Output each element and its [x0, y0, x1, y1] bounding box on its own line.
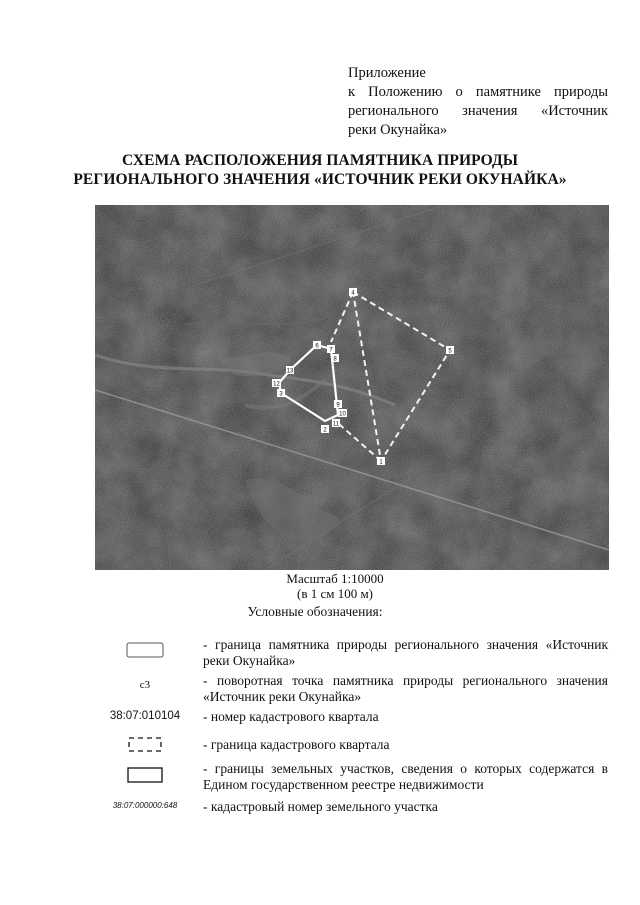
- turning-point: [313, 341, 321, 350]
- legend-item-monument-boundary: [95, 637, 610, 671]
- symbol-dashed-rect: [129, 738, 161, 751]
- turning-point: [286, 366, 294, 375]
- legend-item-land-plots: [95, 761, 610, 795]
- turning-point-label: 2: [323, 427, 327, 434]
- turning-point: [272, 379, 281, 388]
- cadastral-quarter-number-symbol: 38:07:010104: [109, 710, 181, 722]
- turning-point-label: 8: [333, 356, 337, 363]
- turning-point: [446, 346, 454, 355]
- map-scale: [250, 571, 420, 601]
- legend-text: - кадастровый номер земельного участка: [203, 799, 438, 814]
- annex-line-3: регионального значения «Источник: [348, 103, 608, 119]
- scale-ratio: Масштаб 1:10000: [286, 571, 384, 586]
- turning-point: [327, 345, 335, 354]
- turning-point: [334, 400, 342, 409]
- turning-point-label: 1: [379, 459, 383, 466]
- title-line-1: СХЕМА РАСПОЛОЖЕНИЯ ПАМЯТНИКА ПРИРОДЫ: [121, 152, 519, 169]
- legend-symbol: [95, 735, 195, 755]
- turning-point: [338, 409, 347, 418]
- legend-symbol: [95, 679, 195, 691]
- annex-header: [348, 64, 608, 140]
- annex-line-4: реки Окунайка»: [348, 122, 448, 138]
- legend-title: Условные обозначения:: [247, 604, 383, 619]
- turning-point: [331, 354, 339, 363]
- legend-item-cadastral-quarter-boundary: [95, 735, 610, 757]
- legend-item-cadastral-quarter-number: [95, 709, 610, 727]
- scale-note: (в 1 см 100 м): [296, 586, 374, 601]
- annex-line-2: к Положению о памятнике природы: [348, 84, 608, 100]
- turning-point-label: 9: [336, 402, 340, 409]
- satellite-map: [95, 205, 609, 570]
- legend-item-land-plot-number: [95, 799, 610, 817]
- turning-point-label: 13: [286, 368, 294, 375]
- legend-text: - граница кадастрового квартала: [203, 737, 390, 752]
- legend-symbol: [95, 641, 195, 659]
- symbol-rect: [127, 643, 163, 657]
- legend-symbol: [95, 801, 195, 810]
- annex-line-1: Приложение: [348, 65, 426, 81]
- turning-point-label: 10: [339, 411, 346, 418]
- turning-point: [277, 389, 285, 398]
- legend-text: - граница памятника природы регионального значения «Источник реки Окунайка»: [203, 637, 608, 668]
- turning-point: [321, 425, 329, 434]
- monument-boundary-symbol: [125, 641, 165, 659]
- turning-point-label: 3: [279, 391, 283, 398]
- legend-item-turning-point: [95, 673, 610, 707]
- legend-text: - поворотная точка памятника природы регионального значения «Источник реки Окунайка»: [203, 673, 608, 704]
- turning-point-label: 12: [273, 381, 280, 388]
- legend-symbol: [95, 710, 195, 722]
- land-plot-symbol: [125, 765, 165, 785]
- turning-point: [377, 457, 385, 466]
- title-line-2: РЕГИОНАЛЬНОГО ЗНАЧЕНИЯ «ИСТОЧНИК РЕКИ ОКУНАЙКА»: [73, 171, 567, 188]
- turning-point-label: 7: [329, 347, 333, 354]
- legend-symbol: [95, 765, 195, 785]
- turning-point-symbol: с3: [139, 679, 151, 691]
- map-canvas: [95, 205, 609, 570]
- legend-text: - номер кадастрового квартала: [203, 709, 379, 724]
- turning-point-label: 4: [351, 290, 355, 297]
- page-title: [60, 151, 580, 189]
- turning-point: [332, 419, 340, 428]
- turning-point-label: 6: [315, 343, 319, 350]
- symbol-solid-rect: [128, 768, 162, 782]
- legend-text: - границы земельных участков, сведения о которых содержатся в Едином государственном реестре недвижимости: [203, 761, 608, 792]
- land-plot-number-symbol: 38:07:000000:648: [112, 801, 178, 810]
- turning-point: [349, 288, 357, 297]
- turning-point-label: 5: [448, 348, 452, 355]
- cadastral-boundary-symbol: [125, 735, 165, 755]
- turning-point-label: 11: [332, 421, 340, 428]
